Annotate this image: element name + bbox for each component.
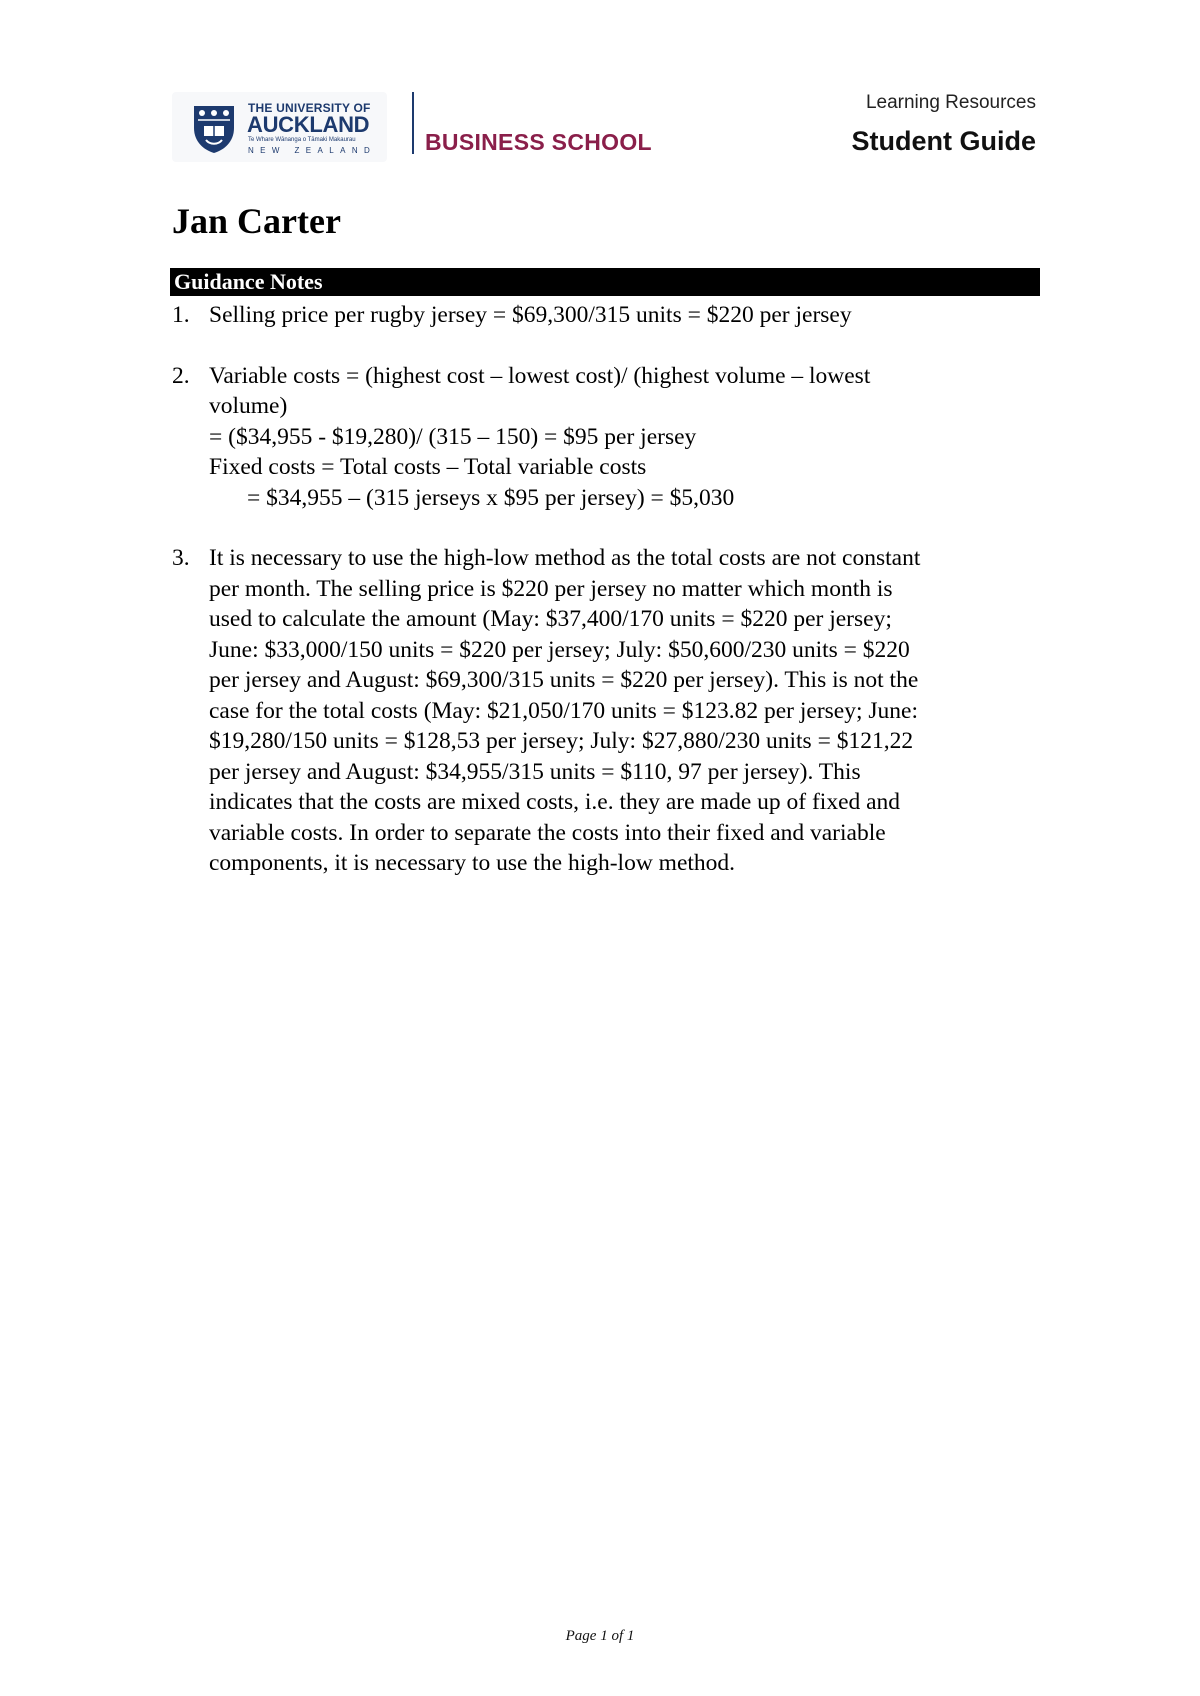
item-line: indicates that the costs are mixed costs, i.e. they are made up of fixed and <box>209 789 901 815</box>
university-crest-icon <box>192 102 236 154</box>
item-line: variable costs. In order to separate the costs into their fixed and variable <box>209 819 886 846</box>
student-guide-label: Student Guide <box>851 126 1036 156</box>
header-divider <box>412 92 414 154</box>
item-line: $19,280/150 units = $128,53 per jersey; July: $27,880/230 units = $121,22 <box>209 728 914 754</box>
item-line: Fixed costs = Total costs – Total variable costs <box>209 454 647 480</box>
item-line: used to calculate the amount (May: $37,400/170 units = $220 per jersey; <box>209 606 892 632</box>
guidance-notes <box>172 300 1032 879</box>
item-line: Variable costs = (highest cost – lowest cost)/ (highest volume – lowest <box>209 362 871 389</box>
logo-line-2: AUCKLAND <box>247 112 370 137</box>
list-item <box>172 361 1032 514</box>
document-title: Jan Carter <box>172 201 341 241</box>
page-number: Page 1 of 1 <box>565 1628 635 1644</box>
item-line: components, it is necessary to use the high-low method. <box>209 850 736 876</box>
item-line: per jersey and August: $69,300/315 units = $220 per jersey). This is not the <box>209 667 919 693</box>
university-logo <box>172 92 387 162</box>
item-number: 1. <box>172 302 190 328</box>
item-number: 3. <box>172 545 190 571</box>
section-heading: Guidance Notes <box>170 268 1040 296</box>
school-name: BUSINESS SCHOOL <box>425 129 652 155</box>
list-item <box>172 543 1032 879</box>
item-line: Selling price per rugby jersey = $69,300/315 units = $220 per jersey <box>209 302 852 328</box>
item-line: per month. The selling price is $220 per jersey no matter which month is <box>209 575 893 602</box>
page-header <box>0 0 1200 180</box>
item-line: volume) <box>209 393 288 419</box>
item-line: June: $33,000/150 units = $220 per jersey; July: $50,600/230 units = $220 <box>209 636 910 663</box>
item-line: per jersey and August: $34,955/315 units = $110, 97 per jersey). This <box>209 758 861 785</box>
logo-line-1: THE UNIVERSITY OF <box>248 101 371 115</box>
learning-resources-label: Learning Resources <box>865 92 1036 113</box>
list-item <box>172 300 1032 331</box>
item-line-indented: = $34,955 – (315 jerseys x $95 per jersey) = $5,030 <box>247 484 735 511</box>
logo-motto: Te Whare Wānanga o Tāmaki Makaurau <box>248 137 356 143</box>
item-line: case for the total costs (May: $21,050/170 units = $123.82 per jersey; June: <box>209 697 918 724</box>
item-line: It is necessary to use the high-low method as the total costs are not constant <box>209 545 921 571</box>
logo-line-3: NEW ZEALAND <box>248 146 377 155</box>
item-number: 2. <box>172 362 190 389</box>
item-line: = ($34,955 - $19,280)/ (315 – 150) = $95 per jersey <box>209 423 697 450</box>
